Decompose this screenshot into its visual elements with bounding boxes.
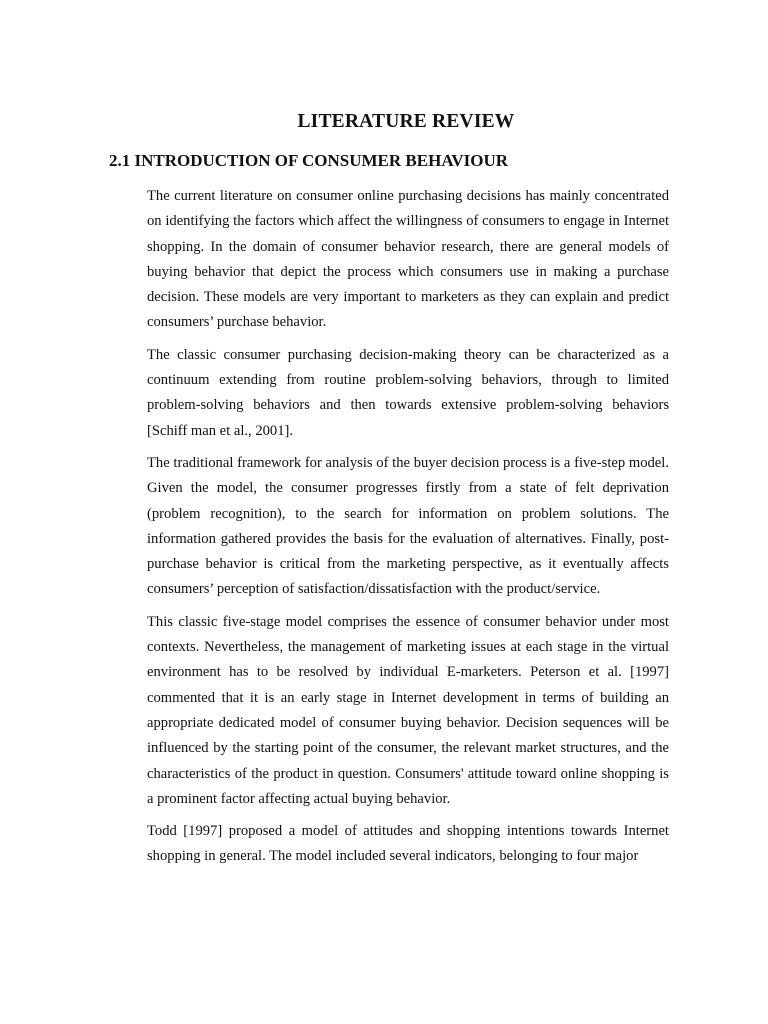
paragraph-1: The current literature on consumer online purchasing decisions has mainly concentrated on identifying the factors which affect the willingness of consumers to engage in Internet shopping. In the domain of consumer behavior research, there are general models of buying behavior that depict the process which consumers use in making a purchase decision. These models are very important to marketers as they can explain and predict consumers’ purchase behavior. [147,188,669,331]
section-heading: 2.1 INTRODUCTION OF CONSUMER BEHAVIOUR [109,151,509,170]
paragraph-4: This classic five-stage model comprises the essence of consumer behavior under most contexts. Nevertheless, the management of marketing issues at each stage in the virtual environment has to be resolved by individual E-marketers. Peterson et al. [1997] commented that it is an early stage in Internet development in terms of building an appropriate dedicated model of consumer buying behavior. Decision sequences will be influenced by the starting point of the consumer, the relevant market structures, and the characteristics of the product in question. Consumers' attitude toward online shopping is a prominent factor affecting actual buying behavior. [147,613,669,807]
body-text [147,184,669,877]
paragraph-2: The classic consumer purchasing decision-making theory can be characterized as a continuum extending from routine problem-solving behaviors, through to limited problem-solving behaviors and then towards extensive problem-solving behaviors [Schiff man et al., 2001]. [147,346,669,439]
paragraph-3: The traditional framework for analysis of the buyer decision process is a five-step model. Given the model, the consumer progresses firstly from a state of felt deprivation (problem recognition), to the search for information on problem solutions. The information gathered provides the basis for the evaluation of alternatives. Finally, post-purchase behavior is critical from the marketing perspective, as it eventually affects consumers’ perception of satisfaction/dissatisfaction with the product/service. [147,454,669,598]
page-title: LITERATURE REVIEW [297,111,515,132]
paragraph-5: Todd [1997] proposed a model of attitudes and shopping intentions towards Internet shopping in general. The model included several indicators, belonging to four major [147,823,669,865]
